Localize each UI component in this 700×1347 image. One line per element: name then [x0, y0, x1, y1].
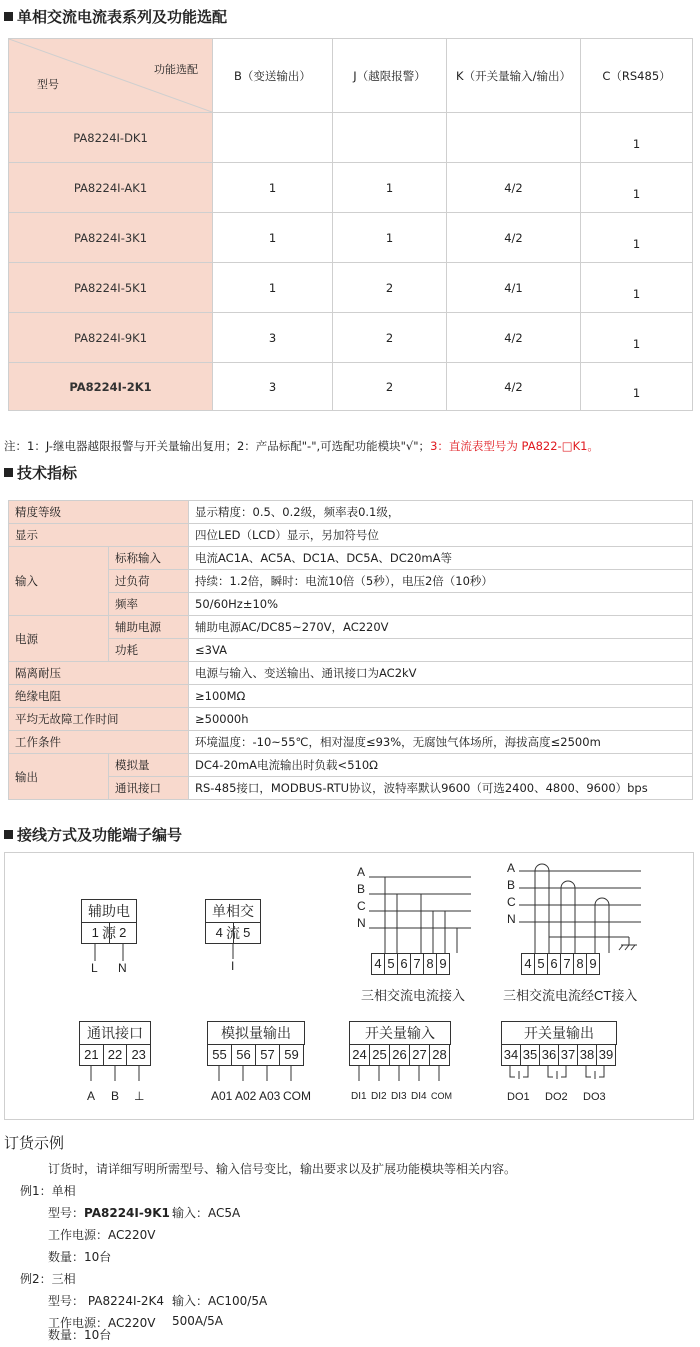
table-row — [9, 731, 693, 754]
do-relay-leads — [501, 1065, 619, 1087]
terminal-single-phase — [205, 899, 261, 944]
order-ex1-power: 工作电源：AC220V — [48, 1228, 156, 1242]
lead-label: B — [111, 1089, 120, 1103]
lead-label: DO1 — [507, 1091, 530, 1103]
col-header-c: C（RS485） — [581, 39, 693, 113]
terminal-pin: 36 — [540, 1045, 559, 1066]
cell-j: 2 — [333, 263, 447, 313]
col-header-j: J（越限报警） — [333, 39, 447, 113]
order-ex1-input: 输入：AC5A — [172, 1206, 241, 1220]
spec-value: 四位LED（LCD）显示，另加符号位 — [189, 524, 693, 547]
analog-leads — [207, 1065, 307, 1087]
table-row — [9, 708, 693, 731]
cell-j — [333, 113, 447, 163]
lead-label: DI1 — [351, 1091, 367, 1102]
order-ex2-qty: 数量：10台 — [48, 1328, 112, 1342]
phase-label: C — [507, 895, 516, 909]
spec-key: 隔离耐压 — [9, 662, 189, 685]
cell-k: 4/2 — [447, 363, 581, 411]
model-cell: PA8224I-2K1 — [9, 363, 213, 411]
terminal-pin: 4 — [371, 954, 385, 975]
table-row — [9, 213, 693, 263]
terminal-pin: 21 — [79, 1045, 104, 1066]
lead-label: DI3 — [391, 1091, 407, 1102]
spec-value: 50/60Hz±10% — [189, 593, 693, 616]
terminal-di — [349, 1021, 451, 1066]
ground-icon: ⊥ — [134, 1089, 145, 1103]
table-row — [9, 547, 693, 570]
table-row — [9, 777, 693, 800]
order-intro: 订货时，请详细写明所需型号、输入信号变比，输出要求以及扩展功能模块等相关内容。 — [48, 1162, 517, 1176]
spec-value: ≥50000h — [189, 708, 693, 731]
table-row — [9, 263, 693, 313]
cell-c: 1 — [581, 263, 693, 313]
terminal-do — [501, 1021, 617, 1066]
terminal-pin: 5 — [234, 923, 262, 944]
spec-subkey: 过负荷 — [109, 570, 189, 593]
cell-b: 3 — [213, 313, 333, 363]
model-cell: PA8224I-3K1 — [9, 213, 213, 263]
lead-label: DI4 — [411, 1091, 427, 1102]
lead-label: DI2 — [371, 1091, 387, 1102]
order-ex2-input: 输入：AC100/5A — [172, 1294, 268, 1308]
terminal-pin: 9 — [437, 954, 450, 975]
lead-label: A — [87, 1089, 96, 1103]
header-model-label: 型号 — [37, 78, 59, 91]
terminal-pin: 7 — [411, 954, 424, 975]
spec-key: 精度等级 — [9, 501, 189, 524]
order-ex2-ratio: 500A/5A — [172, 1314, 223, 1328]
order-example-1: 例1：单相 — [20, 1184, 76, 1198]
di-leads — [349, 1065, 453, 1087]
table-row — [9, 685, 693, 708]
cell-c: 1 — [581, 113, 693, 163]
section-title-specs: 技术指标 — [4, 462, 77, 483]
spec-subkey: 功耗 — [109, 639, 189, 662]
terminal-pin: 34 — [501, 1045, 521, 1066]
table-row — [9, 524, 693, 547]
terminal-pin: 8 — [574, 954, 587, 975]
cell-k: 4/2 — [447, 163, 581, 213]
order-ex1-model: 型号：PA8224I-9K1 — [48, 1206, 170, 1220]
spec-value: ≥100MΩ — [189, 685, 693, 708]
terminal-pin: 38 — [578, 1045, 597, 1066]
aux-leads — [81, 943, 141, 963]
terminal-aux-power — [81, 899, 137, 944]
cell-k: 4/1 — [447, 263, 581, 313]
terminal-pin: 25 — [370, 1045, 390, 1066]
spec-value: ≤3VA — [189, 639, 693, 662]
spec-subkey: 频率 — [109, 593, 189, 616]
spec-value: 显示精度：0.5、0.2级，频率表0.1级， — [189, 501, 693, 524]
section-title-wiring: 接线方式及功能端子编号 — [4, 824, 182, 845]
terminal-analog — [207, 1021, 305, 1066]
terminal-pin: 56 — [232, 1045, 256, 1066]
cell-k: 4/2 — [447, 313, 581, 363]
lead-label: DO2 — [545, 1091, 568, 1103]
cell-c: 1 — [581, 163, 693, 213]
spec-key: 平均无故障工作时间 — [9, 708, 189, 731]
square-bullet-icon — [4, 12, 13, 21]
spec-key: 输出 — [9, 754, 109, 800]
header-corner — [9, 39, 213, 113]
cell-k: 4/2 — [447, 213, 581, 263]
lead-label: A01 — [211, 1089, 233, 1103]
terminal-pin: 27 — [410, 1045, 430, 1066]
terminal-pin: 57 — [256, 1045, 280, 1066]
model-cell: PA8224I-AK1 — [9, 163, 213, 213]
three-phase-wires — [367, 867, 477, 957]
terminal-pin: 1 — [81, 923, 110, 944]
order-title: 订货示例 — [4, 1134, 65, 1152]
model-cell: PA8224I-DK1 — [9, 113, 213, 163]
terminal-pin: 6 — [548, 954, 561, 975]
phase-label: B — [357, 882, 366, 896]
table-row — [9, 639, 693, 662]
spec-subkey: 模拟量 — [109, 754, 189, 777]
spec-value: 电流AC1A、AC5A、DC1A、DC5A、DC20mA等 — [189, 547, 693, 570]
spec-subkey: 辅助电源 — [109, 616, 189, 639]
terminal-pin: 4 — [521, 954, 535, 975]
terminal-pin: 7 — [561, 954, 574, 975]
lead-label: A02 — [235, 1089, 257, 1103]
cell-b: 1 — [213, 163, 333, 213]
cell-j: 2 — [333, 363, 447, 411]
model-cell: PA8224I-5K1 — [9, 263, 213, 313]
section-title-series: 单相交流电流表系列及功能选配 — [4, 6, 227, 27]
wiring-diagram-box — [4, 852, 694, 1120]
lead-label: A03 — [259, 1089, 281, 1103]
lead-label: L — [91, 961, 98, 975]
terminal-title: 开关量输入 — [349, 1021, 451, 1045]
terminal-pin: 6 — [398, 954, 411, 975]
phase-label: B — [507, 878, 516, 892]
terminal-pin: 22 — [104, 1045, 128, 1066]
spec-subkey: 通讯接口 — [109, 777, 189, 800]
model-cell: PA8224I-9K1 — [9, 313, 213, 363]
spec-value: 环境温度：-10~55℃，相对湿度≤93%，无腐蚀气体场所，海拔高度≤2500m — [189, 731, 693, 754]
terminal-title: 辅助电源 — [81, 899, 137, 923]
spec-key: 显示 — [9, 524, 189, 547]
spec-value: 辅助电源AC/DC85~270V，AC220V — [189, 616, 693, 639]
ct-wires — [517, 861, 647, 957]
lead-label: N — [118, 961, 127, 975]
terminal-pin: 59 — [280, 1045, 304, 1066]
terminal-pin: 28 — [430, 1045, 450, 1066]
order-example-2: 例2：三相 — [20, 1272, 76, 1286]
terminal-pin: 9 — [587, 954, 600, 975]
spec-key: 输入 — [9, 547, 109, 616]
header-function-label: 功能选配 — [154, 63, 198, 76]
single-leads — [205, 943, 265, 963]
comm-leads — [79, 1065, 155, 1087]
terminal-pin: 8 — [424, 954, 437, 975]
order-ex1-qty: 数量：10台 — [48, 1250, 112, 1264]
col-header-b: B（变送输出） — [213, 39, 333, 113]
cell-b — [213, 113, 333, 163]
table-row — [9, 593, 693, 616]
phase-label: A — [357, 865, 366, 879]
order-ex2-power: 工作电源：AC220V — [48, 1316, 156, 1330]
spec-subkey: 标称输入 — [109, 547, 189, 570]
cell-b: 3 — [213, 363, 333, 411]
terminal-pin: 5 — [385, 954, 398, 975]
lead-label: COM — [431, 1091, 452, 1101]
square-bullet-icon — [4, 468, 13, 477]
cell-c: 1 — [581, 363, 693, 411]
dc-model-note: 3：直流表型号为 PA822-□K1。 — [430, 439, 599, 453]
cell-j: 2 — [333, 313, 447, 363]
table-row — [9, 570, 693, 593]
terminal-three-phase-ct — [521, 953, 600, 975]
terminal-pin: 37 — [559, 1045, 578, 1066]
table-row — [9, 313, 693, 363]
spec-table — [8, 500, 693, 800]
spec-value: DC4-20mA电流输出时负载<510Ω — [189, 754, 693, 777]
table-row — [9, 501, 693, 524]
lead-label: DO3 — [583, 1091, 606, 1103]
terminal-pin: 4 — [205, 923, 234, 944]
spec-key: 电源 — [9, 616, 109, 662]
cell-c: 1 — [581, 213, 693, 263]
table-header-row — [9, 39, 693, 113]
table-row — [9, 616, 693, 639]
terminal-pin: 24 — [349, 1045, 370, 1066]
terminal-comm — [79, 1021, 151, 1066]
cell-k — [447, 113, 581, 163]
spec-value: RS-485接口，MODBUS-RTU协议，波特率默认9600（可选2400、4800、9600）bps — [189, 777, 693, 800]
terminal-title: 单相交流 — [205, 899, 261, 923]
phase-label: C — [357, 899, 366, 913]
square-bullet-icon — [4, 830, 13, 839]
col-header-k: K（开关量输入/输出） — [447, 39, 581, 113]
function-table — [8, 38, 693, 411]
three-phase-ct-label: 三相交流电流经CT接入 — [503, 988, 638, 1003]
terminal-pin: 5 — [535, 954, 548, 975]
cell-b: 1 — [213, 263, 333, 313]
spec-value: 电源与输入、变送输出、通讯接口为AC2kV — [189, 662, 693, 685]
terminal-pin: 23 — [127, 1045, 151, 1066]
terminal-title: 通讯接口 — [79, 1021, 151, 1045]
terminal-pin: 2 — [110, 923, 138, 944]
terminal-pin: 35 — [521, 1045, 540, 1066]
order-ex2-model: 型号： PA8224I-2K4 — [48, 1294, 165, 1308]
phase-label: A — [507, 861, 516, 875]
terminal-pin: 55 — [207, 1045, 232, 1066]
table-row — [9, 113, 693, 163]
terminal-title: 模拟量输出 — [207, 1021, 305, 1045]
cell-c: 1 — [581, 313, 693, 363]
spec-value: 持续：1.2倍，瞬时：电流10倍（5秒），电压2倍（10秒） — [189, 570, 693, 593]
spec-key: 工作条件 — [9, 731, 189, 754]
lead-label: COM — [283, 1089, 311, 1103]
cell-j: 1 — [333, 163, 447, 213]
table-row — [9, 754, 693, 777]
phase-label: N — [507, 912, 516, 926]
terminal-title: 开关量输出 — [501, 1021, 617, 1045]
cell-b: 1 — [213, 213, 333, 263]
table-row — [9, 163, 693, 213]
table-row — [9, 363, 693, 411]
three-phase-label: 三相交流电流接入 — [361, 988, 466, 1003]
phase-label: N — [357, 916, 366, 930]
lead-label: I — [231, 959, 235, 973]
spec-key: 绝缘电阻 — [9, 685, 189, 708]
terminal-pin: 39 — [597, 1045, 616, 1066]
cell-j: 1 — [333, 213, 447, 263]
terminal-three-phase — [371, 953, 450, 975]
table-note: 注：1：J-继电器越限报警与开关量输出复用；2：产品标配"-",可选配功能模块"√"；3：直流表型号为 PA822-□K1。 — [4, 439, 599, 453]
terminal-pin: 26 — [390, 1045, 410, 1066]
table-row — [9, 662, 693, 685]
